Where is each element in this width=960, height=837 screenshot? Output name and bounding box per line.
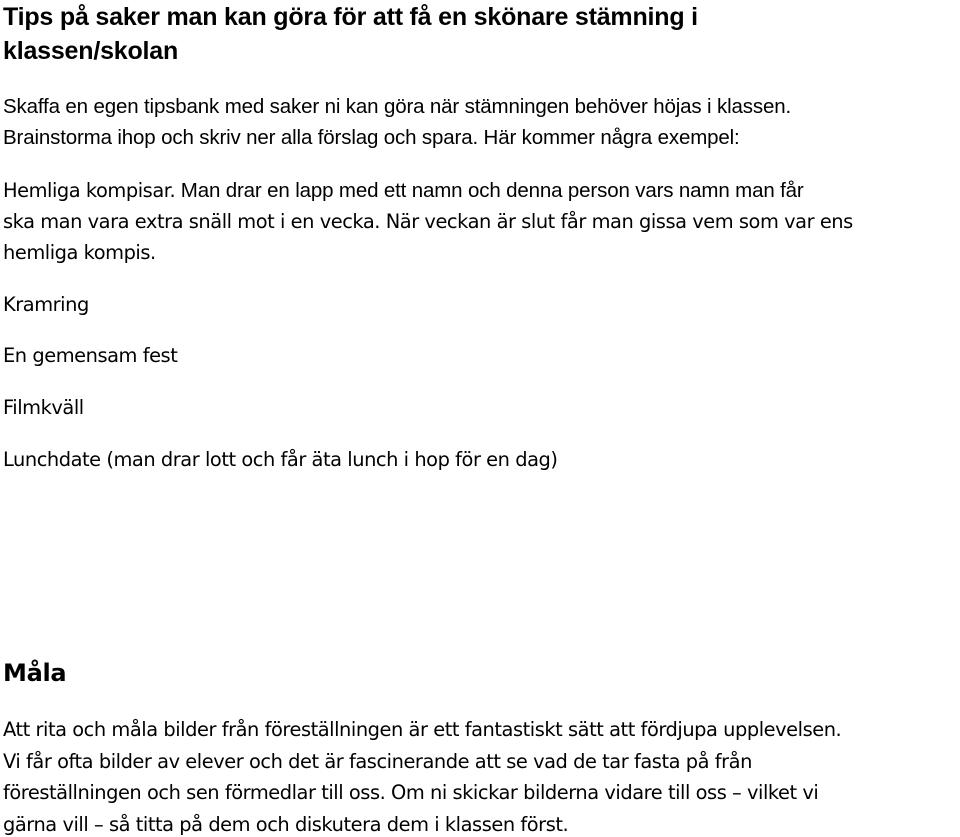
page-title-line-1: Tips på saker man kan göra för att få en skönare stämning i <box>3 3 698 31</box>
tip-secret-friend-line-1: Man drar en lapp med ett namn och denna person vars namn man får <box>175 179 804 202</box>
intro-paragraph <box>3 91 791 153</box>
page-title <box>3 0 943 68</box>
intro-line-1: Skaffa en egen tipsbank med saker ni kan göra när stämningen behöver höjas i klassen. <box>3 95 792 118</box>
tip-item: Kramring <box>3 293 89 316</box>
section-line-4: gärna vill – så titta på dem och diskutera dem i klassen först. <box>3 812 569 836</box>
tip-secret-friend-line-2: ska man vara extra snäll mot i en vecka. När veckan är slut får man gissa vem som var ens <box>3 210 853 233</box>
tip-secret-friend <box>3 175 853 268</box>
tip-secret-friend-lead: Hemliga kompisar. <box>3 179 176 202</box>
intro-line-2: Brainstorma ihop och skriv ner alla förslag och spara. Här kommer några exempel: <box>3 126 740 149</box>
section-paragraph <box>3 714 841 837</box>
section-line-2: Vi får ofta bilder av elever och det är fascinerande att se vad de tar fasta på från <box>3 749 752 773</box>
section-line-1: Att rita och måla bilder från föreställningen är ett fantastiskt sätt att fördjupa upplevelsen. <box>3 718 842 741</box>
tip-secret-friend-line-3: hemliga kompis. <box>3 241 156 264</box>
tip-item: En gemensam fest <box>3 344 178 367</box>
section-heading: Måla <box>3 659 67 687</box>
tip-item: Filmkväll <box>3 396 84 419</box>
page-title-line-2: klassen/skolan <box>3 37 179 65</box>
tip-item: Lunchdate (man drar lott och får äta lunch i hop för en dag) <box>3 448 558 471</box>
section-line-3: föreställningen och sen förmedlar till oss. Om ni skickar bilderna vidare till oss – vilket vi <box>3 781 819 804</box>
